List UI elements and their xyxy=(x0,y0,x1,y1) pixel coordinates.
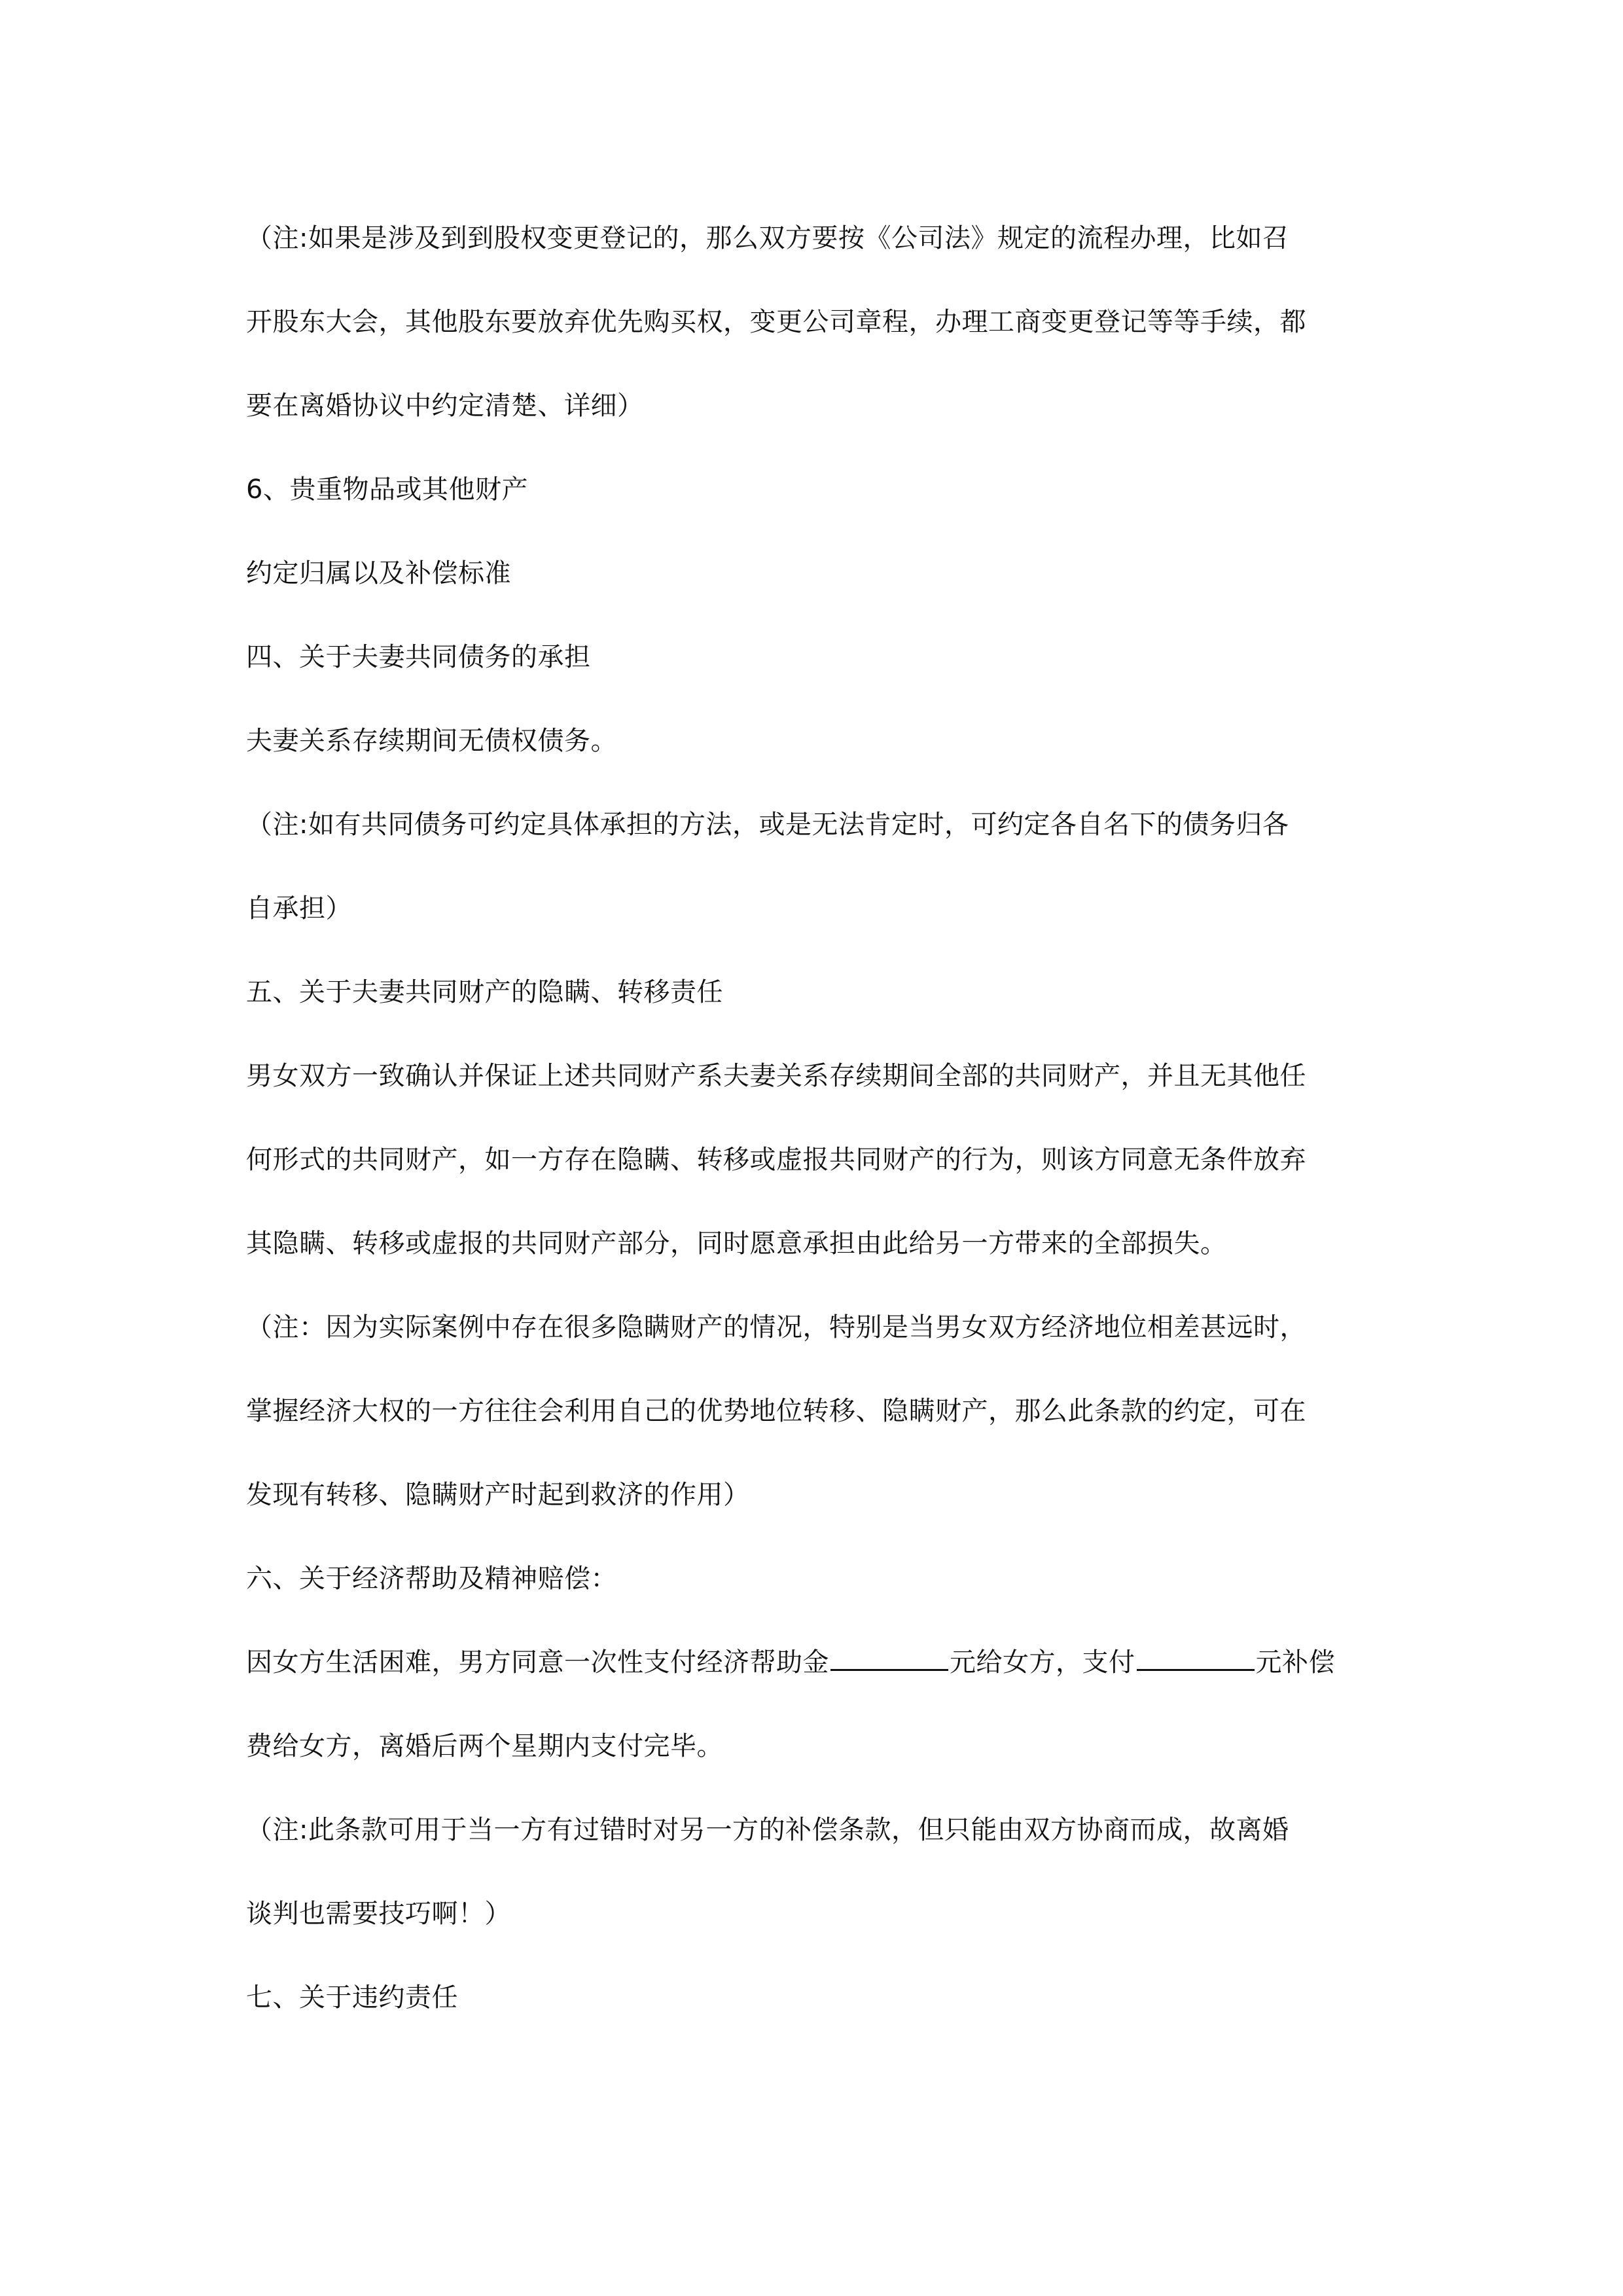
compensation-amount-blank[interactable] xyxy=(1137,1647,1255,1671)
note-equity-line-2: 开股东大会，其他股东要放弃优先购买权，变更公司章程，办理工商变更登记等等手续，都 xyxy=(246,307,1306,337)
concealment-line-3: 其隐瞒、转移或虚报的共同财产部分，同时愿意承担由此给另一方带来的全部损失。 xyxy=(246,1229,1227,1259)
payment-text-part3: 元补偿 xyxy=(1255,1647,1335,1677)
note-debt-line-1: （注:如有共同债务可约定具体承担的方法，或是无法肯定时，可约定各自名下的债务归各 xyxy=(246,810,1289,840)
note-compensation-line-1: （注:此条款可用于当一方有过错时对另一方的补偿条款，但只能由双方协商而成，故离婚 xyxy=(246,1815,1289,1845)
note-debt-line-2: 自承担） xyxy=(246,893,352,924)
debt-statement: 夫妻关系存续期间无债权债务。 xyxy=(246,726,617,756)
payment-text-part2: 元给女方，支付 xyxy=(950,1647,1135,1677)
note-equity-line-3: 要在离婚协议中约定清楚、详细） xyxy=(246,391,644,421)
economic-aid-amount-blank[interactable] xyxy=(830,1647,948,1671)
note-equity-line-1: （注:如果是涉及到到股权变更登记的，那么双方要按《公司法》规定的流程办理，比如召 xyxy=(246,223,1289,253)
note-concealment-line-3: 发现有转移、隐瞒财产时起到救济的作用） xyxy=(246,1480,750,1510)
payment-line xyxy=(246,1645,1398,1679)
note-concealment-line-1: （注：因为实际案例中存在很多隐瞒财产的情况，特别是当男女双方经济地位相差甚远时， xyxy=(246,1312,1306,1342)
note-compensation-line-2: 谈判也需要技巧啊！） xyxy=(246,1899,511,1929)
section-five-heading: 五、关于夫妻共同财产的隐瞒、转移责任 xyxy=(246,977,723,1007)
section-four-heading: 四、关于夫妻共同债务的承担 xyxy=(246,642,591,672)
valuables-text: 约定归属以及补偿标准 xyxy=(246,558,511,588)
note-concealment-line-2: 掌握经济大权的一方往往会利用自己的优势地位转移、隐瞒财产，那么此条款的约定，可在 xyxy=(246,1396,1306,1426)
concealment-line-1: 男女双方一致确认并保证上述共同财产系夫妻关系存续期间全部的共同财产，并且无其他任 xyxy=(246,1061,1306,1091)
payment-line-continued: 费给女方，离婚后两个星期内支付完毕。 xyxy=(246,1731,723,1761)
valuables-heading: 6、贵重物品或其他财产 xyxy=(246,475,528,505)
payment-text-part1: 因女方生活困难，男方同意一次性支付经济帮助金 xyxy=(246,1647,829,1677)
section-six-heading: 六、关于经济帮助及精神赔偿： xyxy=(246,1564,617,1594)
concealment-line-2: 何形式的共同财产，如一方存在隐瞒、转移或虚报共同财产的行为，则该方同意无条件放弃 xyxy=(246,1145,1306,1175)
section-seven-heading: 七、关于违约责任 xyxy=(246,1982,458,2013)
